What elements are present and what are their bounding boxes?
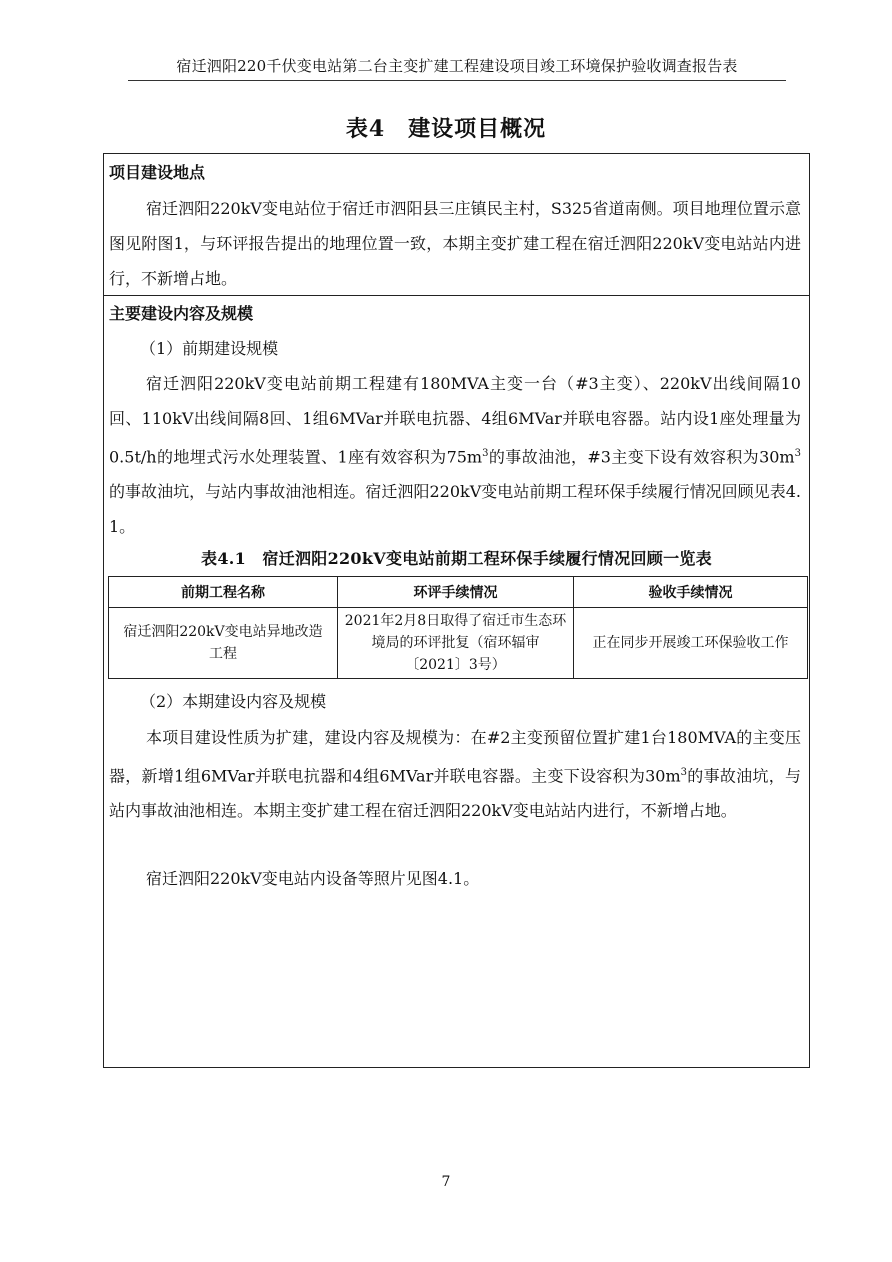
text-part: 的事故油池，#3主变下设有效容积为30m bbox=[488, 447, 795, 467]
column-header: 验收手续情况 bbox=[574, 577, 808, 608]
overview-table-frame bbox=[103, 153, 810, 1068]
table-cell: 正在同步开展竣工环保验收工作 bbox=[574, 608, 808, 679]
table-header-row bbox=[109, 577, 808, 608]
text-part: 本项目建设性质为扩建，建设内容及规模为：在#2主变预留位置扩建1台180MVA的主变压器，新增1组6MVar并联电抗器和4组6MVar并联电容器。主变下设容积为30m bbox=[109, 728, 801, 786]
text-part: 宿迁泗阳220kV变电站前期工程建有180MVA主变一台（#3主变）、220kV出线间隔10回、110kV出线间隔8回、1组6MVar并联电抗器、4组6MVar并联电容器。站内设1座处理量为0.5t/h的地埋式污水处理装置、1座有效容积为75m bbox=[109, 374, 801, 467]
previous-scale-paragraph bbox=[109, 366, 801, 544]
superscript: 3 bbox=[794, 448, 801, 459]
photo-reference-paragraph: 宿迁泗阳220kV变电站内设备等照片见图4.1。 bbox=[146, 869, 480, 888]
superscript: 3 bbox=[482, 448, 489, 459]
table-caption: 表4.1 宿迁泗阳220kV变电站前期工程环保手续履行情况回顾一览表 bbox=[201, 549, 712, 568]
running-header: 宿迁泗阳220千伏变电站第二台主变扩建工程建设项目竣工环境保护验收调查报告表 bbox=[176, 57, 738, 75]
column-header: 前期工程名称 bbox=[109, 577, 338, 608]
header-rule bbox=[128, 80, 786, 81]
location-paragraph: 宿迁泗阳220kV变电站位于宿迁市泗阳县三庄镇民主村，S325省道南侧。项目地理位置示意图见附图1，与环评报告提出的地理位置一致，本期主变扩建工程在宿迁泗阳220kV变电站站内进行，不新增占地。 bbox=[109, 199, 801, 288]
table-cell: 宿迁泗阳220kV变电站异地改造工程 bbox=[109, 608, 338, 679]
page-number: 7 bbox=[441, 1174, 451, 1190]
table-row bbox=[109, 608, 808, 679]
page-title: 表4 建设项目概况 bbox=[345, 116, 547, 142]
superscript: 3 bbox=[680, 767, 688, 778]
text-part: 的事故油坑，与站内事故油池相连。本期主变扩建工程在宿迁泗阳220kV变电站站内进行，不新增占地。 bbox=[109, 766, 801, 821]
text-part: 的事故油坑，与站内事故油池相连。宿迁泗阳220kV变电站前期工程环保手续履行情况回顾见表4.1。 bbox=[109, 482, 801, 537]
table-cell: 2021年2月8日取得了宿迁市生态环境局的环评批复（宿环辐审〔2021〕3号） bbox=[338, 608, 574, 679]
sub-item-previous-scale: （1）前期建设规模 bbox=[140, 339, 279, 358]
current-scale-paragraph bbox=[109, 720, 801, 828]
section-heading-scale: 主要建设内容及规模 bbox=[109, 304, 254, 323]
column-header: 环评手续情况 bbox=[338, 577, 574, 608]
procedures-table bbox=[108, 576, 808, 679]
section-heading-location: 项目建设地点 bbox=[109, 163, 206, 182]
section-divider bbox=[104, 295, 809, 296]
sub-item-current-scale: （2）本期建设内容及规模 bbox=[140, 692, 327, 711]
